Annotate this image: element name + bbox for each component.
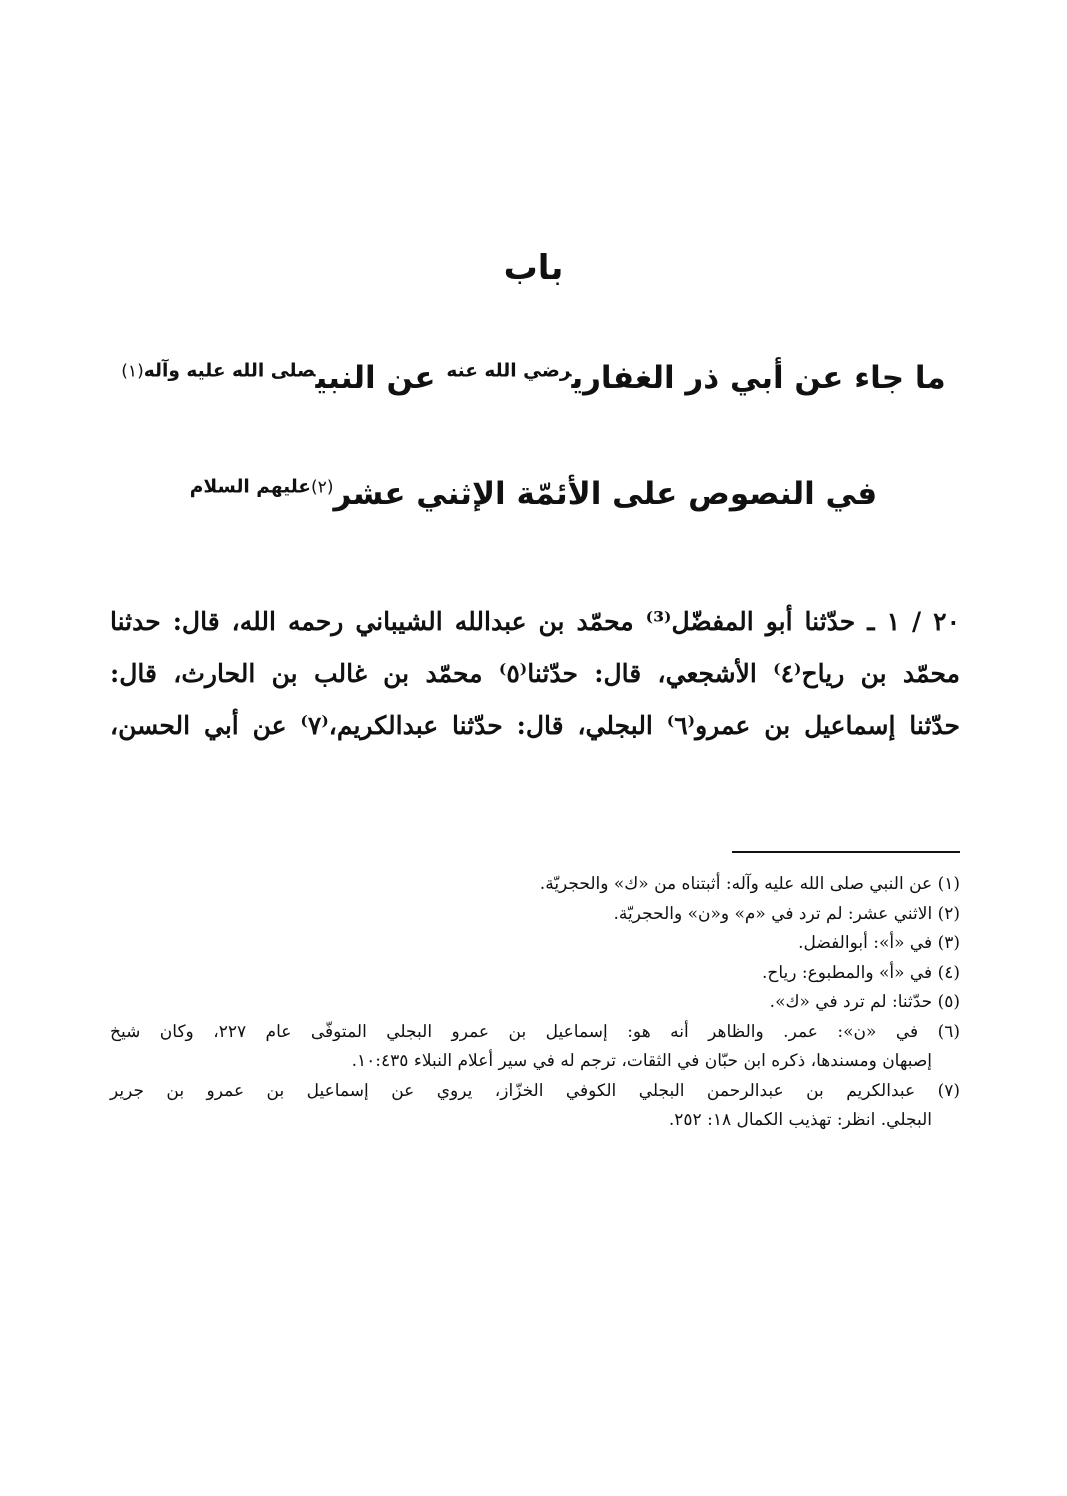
hadith-line: ٢٠ / ١ ـ حدّثنا أبو المفضّل⁽³⁾ محمّد بن عبدالله الشيباني رحمه الله، قال: حدثنا xyxy=(110,607,961,636)
footnote-7: (٧) عبدالكريم بن عبدالرحمن البجلي الكوفي الخزّاز، يروي عن إسماعيل بن عمرو بن جرير xyxy=(110,1080,960,1101)
hadith-line: حدّثنا إسماعيل بن عمرو⁽٦⁾ البجلي، قال: حدّثنا عبدالكريم،⁽٧⁾ عن أبي الحسن، xyxy=(110,711,960,740)
chapter-title-line-2 xyxy=(0,476,1067,512)
footnote-5: (٥) حدّثنا: لم ترد في «ك». xyxy=(769,992,960,1012)
title-text-a: ما جاء عن أبي ذر الغفاري xyxy=(571,360,946,396)
footnote-divider xyxy=(732,851,960,853)
footnote-ref-1[interactable]: (١) xyxy=(121,361,144,382)
footnote-3: (٣) في «أ»: أبوالفضل. xyxy=(798,933,960,953)
footnote-6: (٦) في «ن»: عمر. والظاهر أنه هو: إسماعيل بن عمرو البجلي المتوفّى عام ٢٢٧، وكان شيخ xyxy=(110,1021,960,1042)
hadith-line: محمّد بن رياح⁽٤⁾ الأشجعي، قال: حدّثنا⁽٥⁾ محمّد بن غالب بن الحارث، قال: xyxy=(110,659,961,688)
honorific-mark-b: صلى الله عليه وآله xyxy=(143,360,316,382)
chapter-label: باب xyxy=(503,248,564,288)
title-text-c: في النصوص على الأئمّة الإثني عشر xyxy=(333,476,878,512)
honorific-mark-c: عليهم السلام xyxy=(189,476,312,498)
footnote-1: (١) عن النبي صلى الله عليه وآله: أثبتناه من «ك» والحجريّة. xyxy=(539,874,960,894)
footnote-7-continued: البجلي. انظر: تهذيب الكمال ١٨: ٢٥٢. xyxy=(668,1110,932,1130)
hadith-text xyxy=(110,596,960,752)
honorific-mark-a: رضي الله عنه xyxy=(446,360,572,382)
chapter-title-line-1 xyxy=(0,360,1067,396)
footnote-ref-2[interactable]: (٢) xyxy=(311,477,334,498)
footnote-4: (٤) في «أ» والمطبوع: رياح. xyxy=(761,962,960,983)
footnote-2: (٢) الاثني عشر: لم ترد في «م» و«ن» والحجريّة. xyxy=(613,903,960,924)
footnote-6-continued: إصبهان ومسندها، ذكره ابن حبّان في الثقات، ترجم له في سير أعلام النبلاء ١٠:٤٣٥. xyxy=(351,1051,932,1071)
footnotes-section xyxy=(110,870,960,1136)
title-text-b: عن النبي xyxy=(315,360,447,396)
